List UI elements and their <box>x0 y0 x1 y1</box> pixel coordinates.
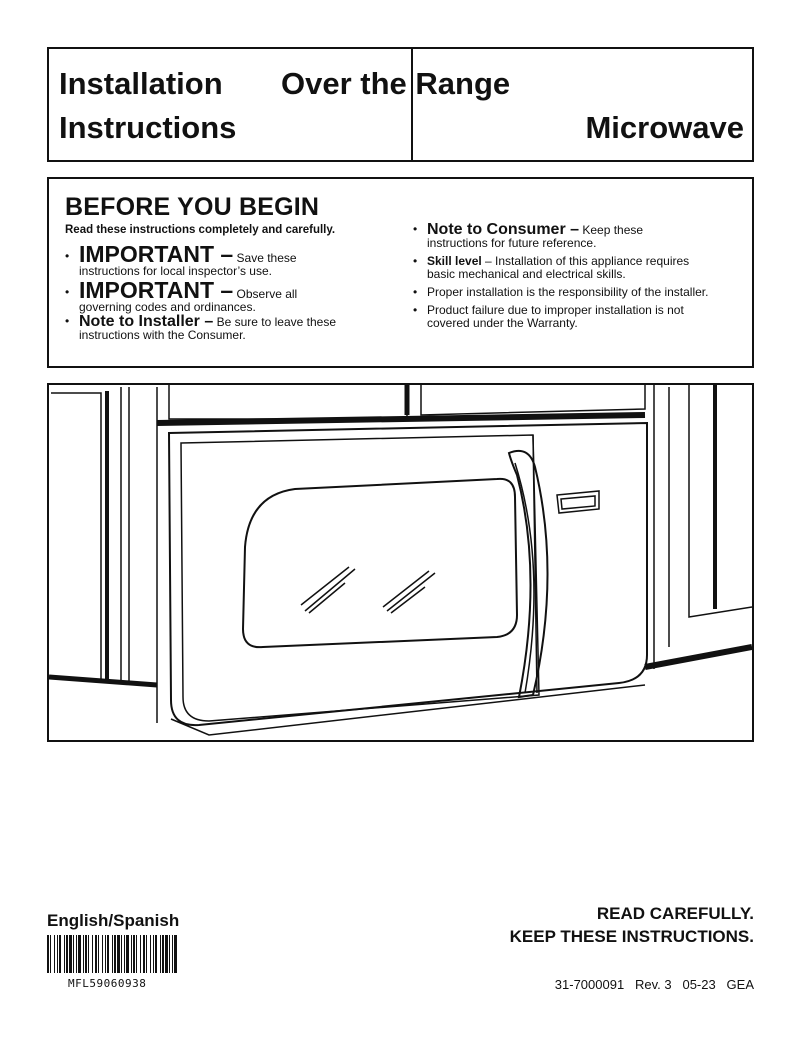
barcode-bar <box>107 935 109 973</box>
barcode-bar <box>59 935 61 973</box>
barcode-bar <box>92 935 93 973</box>
barcode-bar <box>174 935 177 973</box>
barcode-bar <box>105 935 106 973</box>
item-lead: IMPORTANT – <box>79 277 234 303</box>
barcode-bar <box>102 935 103 973</box>
barcode-bar <box>136 935 137 973</box>
barcode-bar <box>140 935 141 973</box>
barcode-image <box>47 935 177 973</box>
item-text: Keep these <box>579 223 644 237</box>
list-item <box>411 286 751 299</box>
barcode-bar <box>153 935 154 973</box>
barcode-bar <box>88 935 89 973</box>
read-carefully-notice <box>510 902 754 948</box>
list-item <box>411 223 751 250</box>
list-item <box>63 279 383 314</box>
microwave-drawing <box>49 385 752 740</box>
list-item <box>411 304 751 330</box>
item-cont: instructions for local inspector’s use. <box>79 264 272 278</box>
item-text: Product failure due to improper installation is not <box>427 303 684 317</box>
barcode-bar <box>64 935 65 973</box>
barcode-bar <box>85 935 87 973</box>
barcode-bar <box>126 935 129 973</box>
barcode-bar <box>150 935 151 973</box>
item-text: Observe all <box>233 287 298 301</box>
bullet: • <box>65 314 70 328</box>
item-text: – Installation of this appliance requires <box>481 254 690 268</box>
before-you-begin-box <box>47 177 754 368</box>
barcode-bar <box>76 935 77 973</box>
barcode-bar <box>69 935 72 973</box>
barcode-bar <box>169 935 170 973</box>
title-over-the-range: Over the Range <box>281 66 511 101</box>
bullet: • <box>413 222 418 236</box>
barcode-bar <box>114 935 116 973</box>
item-text: Save these <box>233 251 297 265</box>
barcode-bar <box>98 935 99 973</box>
barcode-bar <box>95 935 97 973</box>
microwave-illustration <box>47 383 754 742</box>
title-box <box>47 47 754 162</box>
barcode-bar <box>121 935 122 973</box>
item-lead: Note to Installer – <box>79 313 214 330</box>
bullet: • <box>413 303 418 317</box>
bullet: • <box>413 285 418 299</box>
barcode-bar <box>47 935 49 973</box>
left-column <box>63 243 383 345</box>
bullet: • <box>65 285 70 299</box>
item-cont: covered under the Warranty. <box>427 316 578 330</box>
barcode-number: MFL59060938 <box>68 977 147 990</box>
item-text: Proper installation is the responsibility of the installer. <box>427 285 709 299</box>
barcode-bar <box>112 935 113 973</box>
item-lead: Skill level <box>427 254 482 268</box>
barcode-bar <box>54 935 55 973</box>
title-installation: Installation <box>59 66 223 101</box>
barcode-bar <box>160 935 161 973</box>
barcode-bar <box>172 935 173 973</box>
list-item <box>63 243 383 278</box>
list-item <box>63 315 383 342</box>
barcode-bar <box>146 935 147 973</box>
barcode-bar <box>165 935 168 973</box>
read-carefully-line: READ CAREFULLY. <box>596 904 754 923</box>
barcode-bar <box>131 935 132 973</box>
before-heading: BEFORE YOU BEGIN <box>65 193 320 221</box>
barcode-bar <box>66 935 68 973</box>
keep-instructions-line: KEEP THESE INSTRUCTIONS. <box>509 927 754 946</box>
item-lead: IMPORTANT – <box>79 241 234 267</box>
bullet: • <box>65 249 70 263</box>
item-cont: instructions for future reference. <box>427 236 597 250</box>
title-microwave: Microwave <box>585 110 744 145</box>
item-text: Be sure to leave these <box>213 315 336 329</box>
barcode-bar <box>50 935 51 973</box>
bullet: • <box>413 254 418 268</box>
barcode-bar <box>57 935 58 973</box>
item-lead: Note to Consumer – <box>427 221 580 238</box>
title-instructions: Instructions <box>59 110 237 145</box>
right-column <box>411 223 751 333</box>
item-cont: governing codes and ordinances. <box>79 300 256 314</box>
barcode-bar <box>162 935 164 973</box>
barcode-bar <box>133 935 135 973</box>
item-cont: basic mechanical and electrical skills. <box>427 267 626 281</box>
barcode-bar <box>83 935 84 973</box>
document-number: 31-7000091 Rev. 3 05-23 GEA <box>554 977 754 992</box>
item-cont: instructions with the Consumer. <box>79 328 246 342</box>
language-label: English/Spanish <box>47 911 180 930</box>
barcode-bar <box>117 935 120 973</box>
barcode-bar <box>143 935 145 973</box>
barcode-bar <box>78 935 81 973</box>
list-item <box>411 255 751 281</box>
barcode-bar <box>124 935 125 973</box>
read-instructions-line: Read these instructions completely and carefully. <box>65 224 336 236</box>
barcode-bar <box>155 935 157 973</box>
barcode-bar <box>73 935 74 973</box>
